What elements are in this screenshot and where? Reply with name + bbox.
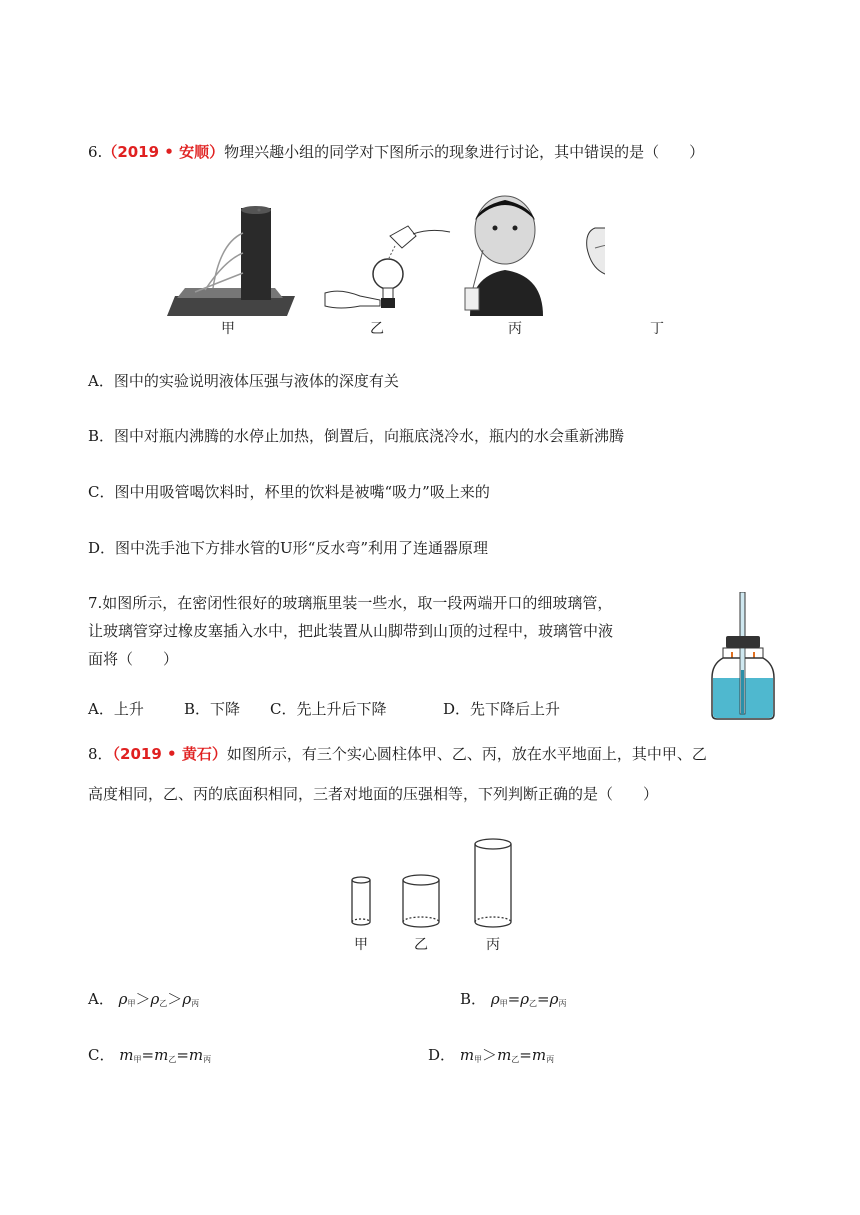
q6-label-jia: 甲 [221, 321, 235, 337]
q7-bottle-figure [708, 592, 778, 722]
q7-option-d: D．先下降后上升 [443, 700, 561, 718]
q6-figure-jia [167, 206, 295, 316]
q6-figure-yi [325, 226, 450, 308]
q7-stem-line3: 面将（ ） [88, 650, 179, 668]
cylinder-jia [352, 877, 370, 925]
cylinder-bing [475, 839, 511, 927]
q7-option-a: A．上升 [88, 700, 144, 718]
q8-label-bing: 丙 [486, 937, 500, 953]
q6-figure-bing [465, 196, 543, 316]
cylinder-yi [403, 875, 439, 927]
q6-source: （2019 • 安顺） [102, 143, 225, 161]
q7-option-c: C．先上升后下降 [270, 700, 387, 718]
q6-option-a: A．图中的实验说明液体压强与液体的深度有关 [88, 372, 399, 390]
q7-stem-line2: 让玻璃管穿过橡皮塞插入水中，把此装置从山脚带到山顶的过程中，玻璃管中液 [88, 622, 614, 640]
q8-option-c: C． $m_甲=m_乙=m_丙$ [88, 1046, 212, 1064]
q6-label-bing: 丙 [508, 321, 522, 337]
q8-number: 8． [88, 745, 113, 763]
q8-option-a: A． $\rho_甲>\rho_乙>\rho_丙$ [88, 990, 200, 1008]
q6-label-ding: 丁 [650, 321, 664, 337]
q8-label-jia: 甲 [354, 937, 368, 953]
q8-cylinders-figure [345, 835, 545, 930]
q6-number: 6. [88, 143, 103, 161]
q6-stem [88, 141, 704, 162]
q8-option-d: D． $m_甲>m_乙=m_丙$ [428, 1046, 555, 1064]
q6-label-yi: 乙 [370, 321, 384, 337]
q6-figure-ding [587, 213, 605, 312]
q8-stem-line1 [88, 743, 707, 764]
q6-option-d: D．图中洗手池下方排水管的U形“反水弯”利用了连通器原理 [88, 539, 489, 557]
q8-stem-line2: 高度相同，乙、丙的底面积相同，三者对地面的压强相等，下列判断正确的是（ ） [88, 785, 659, 803]
q6-figure [165, 188, 605, 338]
q6-option-c: C．图中用吸管喝饮料时，杯里的饮料是被嘴“吸力”吸上来的 [88, 483, 490, 501]
q8-stem-text: 如图所示，有三个实心圆柱体甲、乙、丙，放在水平地面上，其中甲、乙 [226, 745, 707, 763]
q7-option-b: B．下降 [184, 700, 241, 718]
q8-option-b: B． $\rho_甲=\rho_乙=\rho_丙$ [460, 990, 567, 1008]
q8-source: （2019 • 黄石） [112, 745, 227, 763]
q7-stem-line1: 7.如图所示，在密闭性很好的玻璃瓶里装一些水，取一段两端开口的细玻璃管， [88, 594, 613, 612]
q8-label-yi: 乙 [414, 937, 428, 953]
q6-option-b: B．图中对瓶内沸腾的水停止加热，倒置后，向瓶底浇冷水，瓶内的水会重新沸腾 [88, 427, 625, 445]
q6-stem-text: 物理兴趣小组的同学对下图所示的现象进行讨论，其中错误的是（ ） [224, 143, 705, 161]
